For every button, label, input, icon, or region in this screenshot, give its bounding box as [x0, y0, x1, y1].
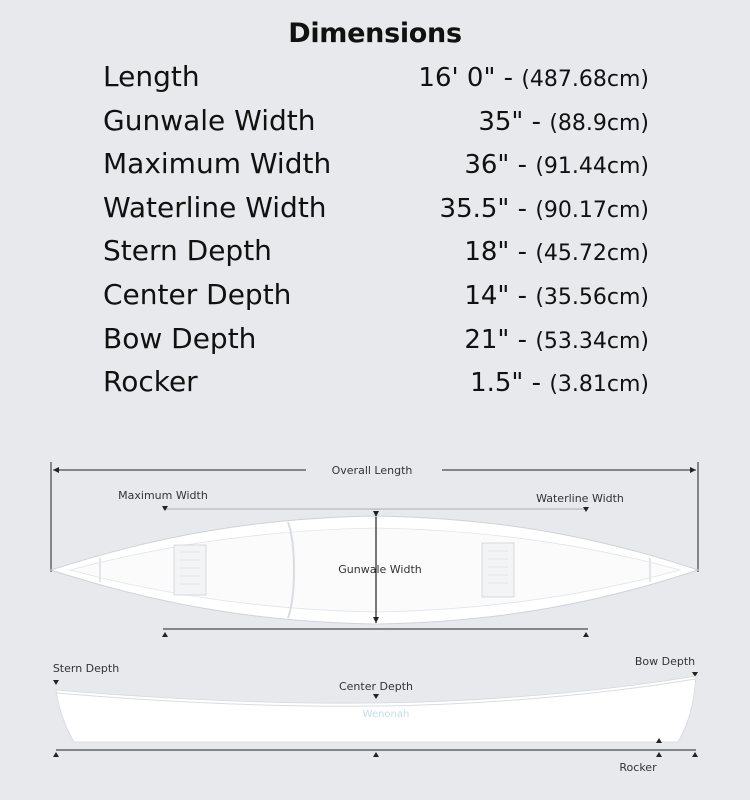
spec-metric: (90.17cm)	[535, 197, 649, 223]
spec-metric: (91.44cm)	[535, 154, 649, 180]
spec-imperial: 35"	[478, 106, 524, 137]
spec-separator: -	[509, 150, 536, 181]
maximum-width-marker	[162, 506, 168, 511]
spec-imperial: 16' 0"	[418, 63, 496, 93]
spec-label: Center Depth	[103, 277, 292, 311]
hull-logo: Wenonah	[362, 709, 410, 720]
stern-depth-marker	[53, 680, 59, 685]
spec-label: Length	[103, 60, 200, 93]
stern-seat	[174, 545, 206, 595]
rocker-base-marker	[656, 752, 662, 757]
spec-label: Gunwale Width	[103, 103, 316, 137]
bow-depth-label: Bow Depth	[634, 655, 696, 668]
center-depth-label: Center Depth	[338, 680, 414, 693]
stern-base-marker	[53, 752, 59, 757]
center-base-marker	[373, 752, 379, 757]
waterline-width-base-marker	[583, 632, 589, 637]
spec-metric: (53.34cm)	[535, 328, 649, 354]
page-title: Dimensions	[288, 18, 462, 49]
bow-seat	[482, 543, 514, 597]
spec-label: Rocker	[103, 365, 198, 399]
spec-imperial: 18"	[464, 237, 510, 268]
spec-separator: -	[509, 280, 536, 311]
spec-separator: -	[523, 106, 550, 137]
spec-separator: -	[509, 237, 536, 268]
spec-separator: -	[509, 324, 536, 355]
gunwale-width-label: Gunwale Width	[338, 563, 422, 576]
spec-metric: (487.68cm)	[521, 67, 649, 92]
overall-length-label: Overall Length	[331, 464, 413, 477]
maximum-width-label: Maximum Width	[118, 489, 208, 502]
rocker-label: Rocker	[619, 761, 657, 774]
spec-label: Maximum Width	[103, 147, 332, 181]
spec-separator: -	[495, 63, 522, 93]
spec-label: Waterline Width	[103, 190, 327, 224]
spec-metric: (3.81cm)	[549, 372, 649, 398]
bow-base-marker	[692, 752, 698, 757]
spec-imperial: 21"	[464, 324, 510, 355]
center-depth-marker	[373, 694, 379, 699]
spec-metric: (88.9cm)	[549, 110, 649, 136]
spec-label: Stern Depth	[103, 234, 272, 268]
spec-label: Bow Depth	[103, 321, 257, 355]
spec-imperial: 1.5"	[470, 368, 524, 399]
spec-metric: (35.56cm)	[535, 284, 649, 310]
maximum-width-base-marker	[162, 632, 168, 637]
waterline-width-marker	[583, 507, 589, 512]
spec-metric: (45.72cm)	[535, 241, 649, 267]
spec-separator: -	[509, 193, 536, 224]
spec-imperial: 35.5"	[439, 193, 510, 224]
spec-separator: -	[523, 368, 550, 399]
spec-imperial: 14"	[464, 280, 510, 311]
spec-imperial: 36"	[464, 150, 510, 181]
stern-depth-label: Stern Depth	[52, 662, 120, 675]
waterline-width-label: Waterline Width	[536, 492, 624, 505]
